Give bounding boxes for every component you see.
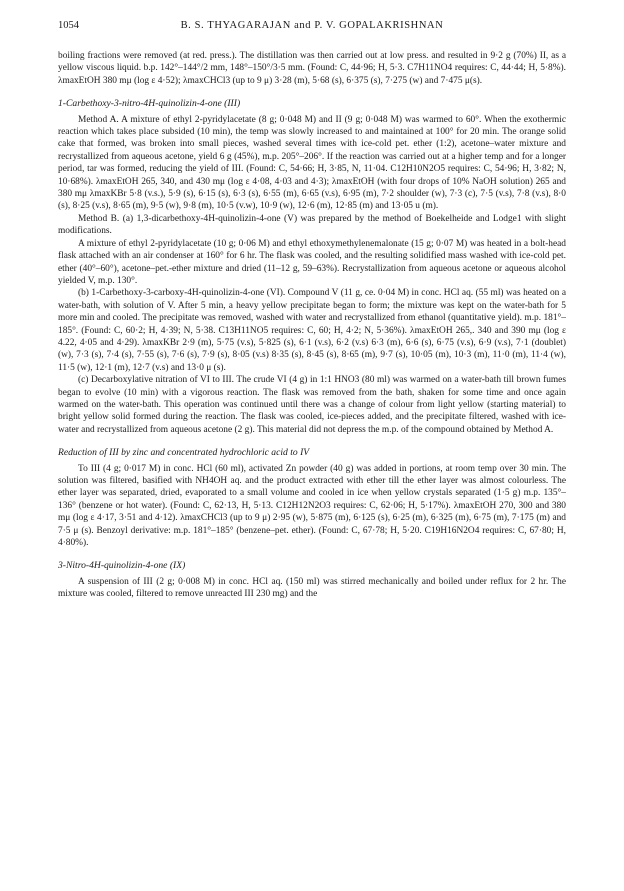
running-title: B. S. THYAGARAJAN and P. V. GOPALAKRISHNAN (180, 20, 444, 31)
paragraph-method-a: Method A. A mixture of ethyl 2-pyridylacetate (8 g; 0·048 M) and II (9 g; 0·048 M) was warmed to 60°. When the exothermic reaction which takes place subsided (10 min), the temp was slowly increased to and maintained at 100° for 20 min. The orange solid cake that formed, was broken into small pieces, washed several times with ice-cold pet. ether (1:2), acetone–water mixture and recrystallized from aqueous acetone, yield 6 g (45%), m.p. 205°–206°. If the reaction was carried out at a higher temp and for a longer period, tar was formed, reducing the yield of III. (Found: C, 54·66; H, 3·85, N, 11·04. C12H10N2O5 requires: C, 54·96; H, 3·82; N, 10·68%). λmaxEtOH 265, 340, and 430 mμ (log ε 4·08, 4·03 and 4·3); λmaxEtOH (with four drops of 10% NaOH solution) 265 and 380 mμ λmaxKBr 5·8 (v.s.), 5·9 (s), 6·15 (s), 6·3 (s), 6·55 (m), 6·65 (v.s), 6·95 (m), 7·2 shoulder (w), 7·3 (c), 7·5 (v.s), 7·8 (v.s), 8·0 (s), 8·25 (v.s), 8·65 (m), 9·5 (w), 9·8 (m), 10·5 (v.w), 10·9 (w), 12·6 (m), 12·85 (m) and 13·05 u (m). (58, 114, 566, 212)
paragraph-method-b-mixture: A mixture of ethyl 2-pyridylacetate (10 g; 0·06 M) and ethyl ethoxymethylenemalonate (15 g; 0·07 M) was heated in a bolt-head flask attached with an air condenser at 160° for 6 hr. The flask was cooled, and the resulting solidified mass washed with ice-cold pet. ether (40°–60°), acetone–pet.-ether mixture and dried (11–12 g, 59–63%). Recrystallization from aqueous acetone or aqueous alcohol yielded V, m.p. 130°. (58, 238, 566, 286)
article-body (58, 50, 566, 601)
section-heading-iv: Reduction of III by zinc and concentrated hydrochloric acid to IV (58, 447, 310, 459)
page-number: 1054 (58, 20, 79, 31)
paragraph-method-b-part-c: (c) Decarboxylative nitration of VI to III. The crude VI (4 g) in 1:1 HNO3 (80 ml) was warmed on a water-bath till brown fumes began to evolve (10 min) with a vigorous reaction. The flask was removed from the bath, shaken for some time and once again warmed on the water-bath. This operation was continued until there was a change of colour from light yellow (starting material) to bright yellow solid formed during the reaction. The flask was cooled, ice-pieces added, and the precipitate filtered, washed with ice-water and recrystallized from aqueous acetone (2 g). This material did not depress the m.p. of the compound obtained by Method A. (58, 375, 566, 435)
section-heading-iii: 1-Carbethoxy-3-nitro-4H-quinolizin-4-one (III) (58, 98, 241, 110)
paragraph-nitro-quinolizinone: A suspension of III (2 g; 0·008 M) in conc. HCl aq. (150 ml) was stirred mechanically and boiled under reflux for 2 hr. The mixture was cooled, filtered to remove unreacted III 230 mg) and the (58, 576, 566, 600)
running-header (58, 20, 566, 34)
section-heading-ix: 3-Nitro-4H-quinolizin-4-one (IX) (58, 560, 186, 572)
paragraph-method-b-part-b: (b) 1-Carbethoxy-3-carboxy-4H-quinolizin-4-one (VI). Compound V (11 g, ce. 0·04 M) in conc. HCl aq. (55 ml) was heated on a water-bath, with solution of V. After 5 min, a heavy yellow precipitate began to form; the mixture was kept on the water-bath for 5 more min and cooled. The precipitate was removed, washed with water and recrystallized from ethanol (quantitative yield). m.p. 181°–185°. (Found: C, 60·2; H, 4·39; N, 5·38. C13H11NO5 requires: C, 60; H, 4·2; N, 5·36%). λmaxEtOH 265,. 340 and 390 mμ (log ε 4.22, 4·05 and 4·29). λmaxKBr 2·9 (m), 5·75 (v.s), 5·825 (s), 6·1 (v.s), 6·2 (v.s) 6·3 (m), 6·6 (s), 6·75 (v.s), 6·9 (v.s), 7·1 (doublet) (w), 7·3 (s), 7·4 (s), 7·55 (s), 7·6 (s), 7·9 (s), 8·05 (v.s) 8·35 (s), 8·45 (s), 8·65 (m), 9·7 (s), 10·05 (m), 10·3 (m), 11·0 (m), 11·4 (w), 11·5 (w), 12·1 (m), 12·7 (v.s) and 13·0 μ (s). (58, 288, 566, 373)
paragraph-intro: boiling fractions were removed (at red. press.). The distillation was then carried out at low press. and resulted in 9·2 g (70%) II, as a yellow viscous liquid. b.p. 142°–144°/2 mm, 148°–150°/3·5 mm. (Found: C, 44·96; H, 5·3. C7H11NO4 requires: C, 44·44; H, 5·8%). λmaxEtOH 380 mμ (log ε 4·52); λmaxCHCl3 (up to 9 μ) 3·28 (m), 5·68 (s), 6·375 (s), 7·275 (w) and 7·475 μ(s). (58, 51, 566, 86)
paragraph-method-b: Method B. (a) 1,3-dicarbethoxy-4H-quinolizin-4-one (V) was prepared by the method of Boekelheide and Lodge1 with slight modifications. (58, 213, 566, 237)
paragraph-reduction: To III (4 g; 0·017 M) in conc. HCl (60 ml), activated Zn powder (40 g) was added in portions, at room temp over 30 min. The solution was filtered, basified with NH4OH aq. and the product extracted with ether till the ether layer was almost colourless. The ether layer was separated, dried, evaporated to a small volume and cooled in ice when yellow crystals separated (1·5 g) m.p. 135°–136° (benzene or hot water). (Found: C, 62·13, H, 5·13. C12H12N2O3 requires: C, 62·06; H, 5·17%). λmaxEtOH 270, 300 and 380 mμ (log ε 4·17, 3·51 and 4·12). λmaxCHCl3 (up to 9 μ) 2·95 (w), 5·875 (m), 6·125 (s), 6·25 (m), 6·325 (m), 6·75 (m), 7·175 (m) and 7·5 μ (s). Benzoyl derivative: m.p. 181°–185° (benzene–pet. ether). (Found: C, 67·78; H, 5·20. C19H16N2O4 requires: C, 67·80; H, 4·80%). (58, 463, 566, 549)
